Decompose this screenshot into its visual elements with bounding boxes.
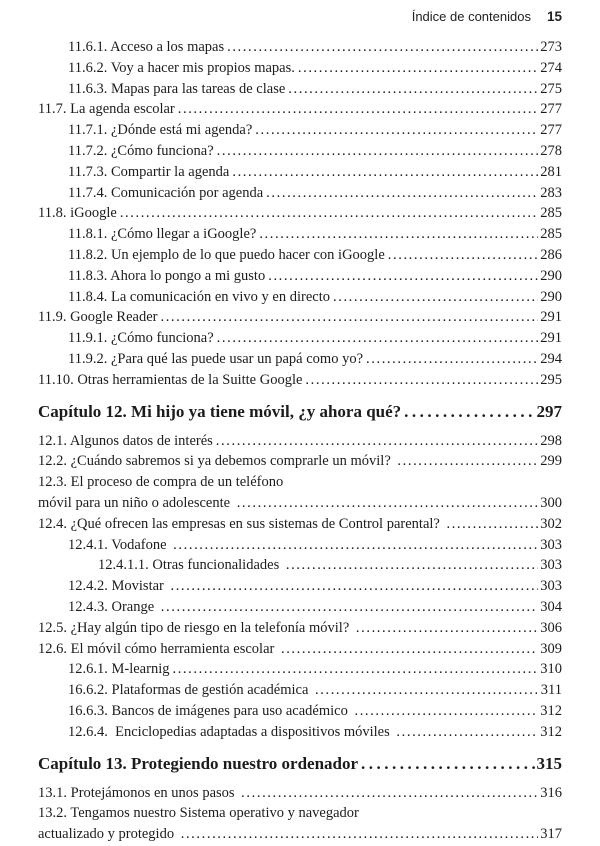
- toc-page-number: 303: [540, 536, 562, 553]
- toc-entry-title: 11.7.2. ¿Cómo funciona?: [68, 142, 214, 159]
- dot-leader: [259, 224, 538, 245]
- toc-entry-title: 11.8. iGoogle: [38, 205, 117, 222]
- toc-chapter-title: Capítulo 12. Mi hijo ya tiene móvil, ¿y ahora qué?: [38, 401, 402, 421]
- toc-page-number: 310: [540, 661, 562, 678]
- dot-leader: [237, 493, 539, 514]
- toc-page-number: 295: [540, 371, 562, 388]
- dot-leader: [446, 514, 538, 535]
- dot-leader: [281, 639, 538, 660]
- page-header: [38, 6, 562, 24]
- toc-page-number: 281: [540, 163, 562, 180]
- toc-entry-line: [38, 597, 562, 618]
- toc-page-number: 290: [540, 267, 562, 284]
- dot-leader: [217, 141, 539, 162]
- toc-entry-title: 11.9.2. ¿Para qué las puede usar un papá como yo?: [68, 350, 364, 367]
- toc-entry-line: [38, 287, 562, 308]
- toc-page-number: 286: [540, 246, 562, 263]
- toc-entry-line: [38, 803, 562, 824]
- dot-leader: [217, 328, 539, 349]
- toc-entry-line: [38, 120, 562, 141]
- toc-entry-title: 11.8.4. La comunicación en vivo y en directo: [68, 288, 330, 305]
- dot-leader: [305, 370, 538, 391]
- dot-leader: [232, 162, 538, 183]
- toc-page-number: 283: [540, 184, 562, 201]
- toc-entry-title: 11.8.3. Ahora lo pongo a mi gusto: [68, 267, 266, 284]
- toc-entry-title: 11.8.1. ¿Cómo llegar a iGoogle?: [68, 226, 257, 243]
- toc-entry-line: [38, 37, 562, 58]
- toc-entry-title: actualizado y protegido: [38, 826, 178, 843]
- toc-entry-title: 12.4.2. Movistar: [68, 578, 168, 595]
- toc-entry-title: 11.6.3. Mapas para las tareas de clase: [68, 80, 286, 97]
- header-title: Índice de contenidos: [411, 9, 531, 24]
- dot-leader: [298, 58, 538, 79]
- toc-chapter-line: [38, 401, 562, 423]
- toc-page-number: 306: [540, 619, 562, 636]
- toc-page-number: 311: [540, 682, 562, 699]
- toc-entry-title: 13.2. Tengamos nuestro Sistema operativo y navegador: [38, 805, 359, 822]
- toc-entry-line: [38, 722, 562, 743]
- toc-entry-line: [38, 307, 562, 328]
- toc-entry-line: [38, 431, 562, 452]
- toc-entry-line: [38, 576, 562, 597]
- toc-page-number: 273: [540, 39, 562, 55]
- toc-chapter-title: Capítulo 13. Protegiendo nuestro ordenador: [38, 753, 359, 773]
- toc-entry-title: 11.6.2. Voy a hacer mis propios mapas.: [68, 59, 295, 76]
- toc-page-number: 285: [540, 205, 562, 222]
- toc-page-number: 316: [540, 784, 562, 801]
- dot-leader: [388, 245, 538, 266]
- dot-leader: [397, 451, 538, 472]
- toc-entry-title: 11.7. La agenda escolar: [38, 101, 175, 118]
- dot-leader: [361, 753, 534, 775]
- toc-entry-line: [38, 58, 562, 79]
- dot-leader: [181, 824, 539, 845]
- toc-entry-line: [38, 266, 562, 287]
- toc-page-number: 298: [540, 432, 562, 449]
- toc-page-number: 274: [540, 59, 562, 76]
- toc-entry-title: 12.4.3. Orange: [68, 598, 158, 615]
- dot-leader: [315, 680, 539, 701]
- dot-leader: [356, 618, 538, 639]
- toc-page-number: 312: [540, 723, 562, 740]
- toc-page-number: 291: [540, 309, 562, 326]
- toc-entry-title: 16.6.2. Plataformas de gestión académica: [68, 682, 313, 699]
- toc-entry-title: 11.9. Google Reader: [38, 309, 158, 326]
- toc-entry-line: [38, 493, 562, 514]
- toc-entry-title: 12.5. ¿Hay algún tipo de riesgo en la telefonía móvil?: [38, 619, 353, 636]
- toc-entry-title: 12.6. El móvil cómo herramienta escolar: [38, 640, 278, 657]
- toc-entry-title: 11.7.3. Compartir la agenda: [68, 163, 230, 180]
- toc-entry-title: 12.6.1. M-learnig: [68, 661, 170, 678]
- dot-leader: [160, 307, 538, 328]
- toc-page-number: 300: [540, 494, 562, 511]
- toc-entry-line: [38, 162, 562, 183]
- dot-leader: [286, 555, 538, 576]
- toc-entry-title: 13.1. Protejámonos en unos pasos: [38, 784, 239, 801]
- dot-leader: [266, 183, 538, 204]
- toc-entry-title: 12.1. Algunos datos de interés: [38, 432, 213, 449]
- toc-entry-line: [38, 328, 562, 349]
- dot-leader: [241, 783, 538, 804]
- toc-page-number: 277: [540, 122, 562, 139]
- dot-leader: [288, 79, 538, 100]
- toc-entry-line: [38, 79, 562, 100]
- toc-page-number: 291: [540, 330, 562, 347]
- toc-page-number: 304: [540, 598, 562, 615]
- toc-entry-title: 16.6.3. Bancos de imágenes para uso académico: [68, 702, 352, 719]
- dot-leader: [366, 349, 538, 370]
- dot-leader: [120, 203, 538, 224]
- toc-entry-title: 11.9.1. ¿Cómo funciona?: [68, 330, 214, 347]
- toc-entry-line: [38, 183, 562, 204]
- toc-entry-title: 12.2. ¿Cuándo sabremos si ya debemos comprarle un móvil?: [38, 453, 395, 470]
- dot-leader: [173, 535, 538, 556]
- toc-entry-line: [38, 639, 562, 660]
- toc-list: [38, 37, 562, 845]
- toc-entry-line: [38, 224, 562, 245]
- dot-leader: [216, 431, 538, 452]
- dot-leader: [178, 99, 539, 120]
- dot-leader: [333, 287, 538, 308]
- dot-leader: [161, 597, 538, 618]
- dot-leader: [268, 266, 538, 287]
- toc-page-number: 315: [536, 753, 562, 773]
- toc-entry-title: 11.10. Otras herramientas de la Suitte Google: [38, 371, 303, 388]
- toc-entry-line: [38, 451, 562, 472]
- toc-entry-title: 12.4.1. Vodafone: [68, 536, 171, 553]
- dot-leader: [404, 401, 534, 423]
- toc-page-number: 277: [540, 101, 562, 118]
- toc-entry-title: 11.7.4. Comunicación por agenda: [68, 184, 264, 201]
- header-page-number: 15: [546, 9, 562, 24]
- toc-entry-line: [38, 141, 562, 162]
- toc-page-number: 290: [540, 288, 562, 305]
- toc-entry-line: [38, 618, 562, 639]
- toc-entry-title: 12.4.1.1. Otras funcionalidades: [98, 557, 283, 574]
- toc-entry-line: [38, 472, 562, 493]
- toc-page-number: 285: [540, 226, 562, 243]
- toc-entry-line: [38, 535, 562, 556]
- toc-entry-title: 12.6.4. Enciclopedias adaptadas a dispositivos móviles: [68, 723, 394, 740]
- dot-leader: [172, 659, 538, 680]
- toc-page-number: 317: [540, 826, 562, 843]
- toc-page-number: 278: [540, 142, 562, 159]
- toc-entry-title: 11.7.1. ¿Dónde está mi agenda?: [68, 122, 253, 139]
- toc-chapter-line: [38, 753, 562, 775]
- toc-page-number: 309: [540, 640, 562, 657]
- toc-page-number: 275: [540, 80, 562, 97]
- toc-entry-line: [38, 99, 562, 120]
- toc-entry-title: 12.4. ¿Qué ofrecen las empresas en sus sistemas de Control parental?: [38, 515, 444, 532]
- toc-entry-line: [38, 245, 562, 266]
- toc-entry-line: [38, 701, 562, 722]
- dot-leader: [170, 576, 538, 597]
- toc-entry-line: [38, 349, 562, 370]
- toc-page-number: 312: [540, 702, 562, 719]
- toc-page-number: 303: [540, 578, 562, 595]
- toc-entry-title: móvil para un niño o adolescente: [38, 494, 234, 511]
- dot-leader: [227, 37, 538, 58]
- toc-entry-title: 11.6.1. Acceso a los mapas: [68, 39, 225, 55]
- dot-leader: [354, 701, 538, 722]
- toc-entry-title: 12.3. El proceso de compra de un teléfono: [38, 474, 284, 491]
- toc-entry-line: [38, 783, 562, 804]
- dot-leader: [396, 722, 538, 743]
- toc-entry-line: [38, 824, 562, 845]
- toc-entry-line: [38, 680, 562, 701]
- toc-page-number: 297: [536, 401, 562, 421]
- dot-leader: [255, 120, 538, 141]
- toc-page-number: 299: [540, 453, 562, 470]
- toc-entry-line: [38, 203, 562, 224]
- toc-entry-line: [38, 370, 562, 391]
- toc-entry-line: [38, 555, 562, 576]
- toc-page-number: 294: [540, 350, 562, 367]
- toc-page-number: 302: [540, 515, 562, 532]
- toc-entry-title: 11.8.2. Un ejemplo de lo que puedo hacer con iGoogle: [68, 246, 385, 263]
- toc-entry-line: [38, 659, 562, 680]
- toc-page-number: 303: [540, 557, 562, 574]
- toc-entry-line: [38, 514, 562, 535]
